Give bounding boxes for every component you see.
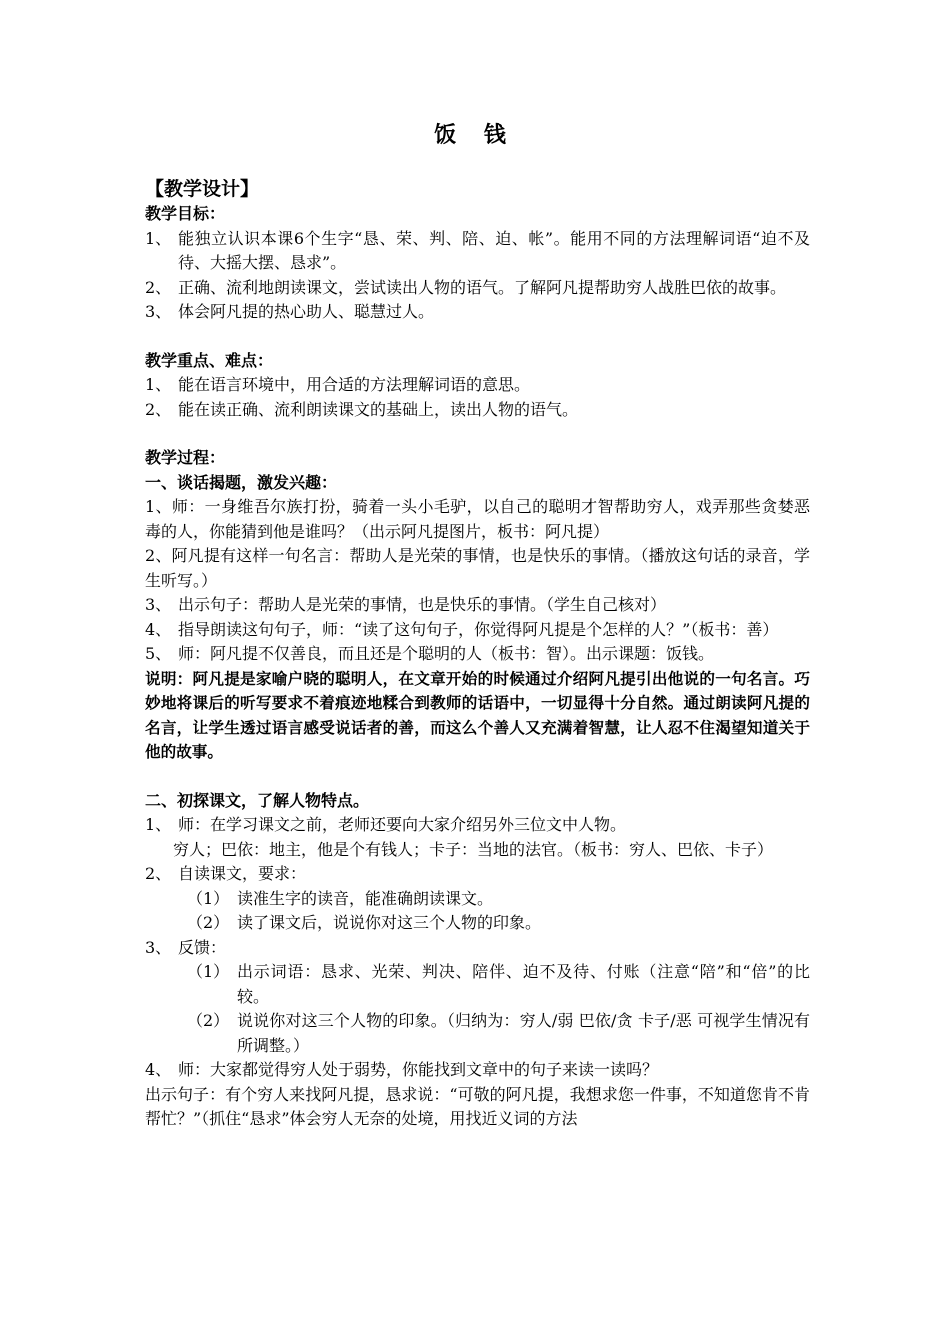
list-item	[145, 642, 810, 667]
list-item	[145, 813, 810, 838]
item-number: 3、	[145, 937, 172, 957]
sub-list-item	[145, 1009, 810, 1058]
paragraph: 1、师：一身维吾尔族打扮，骑着一头小毛驴，以自己的聪明才智帮助穷人，戏弄那些贪婪恶毒的人，你能猜到他是谁吗？（出示阿凡提图片，板书：阿凡提）	[145, 497, 810, 541]
paragraph: 2、阿凡提有这样一句名言：帮助人是光荣的事情，也是快乐的事情。（播放这句话的录音，学生听写。）	[145, 546, 810, 590]
list-item	[145, 276, 810, 301]
item-number: 3、	[145, 595, 172, 614]
list-item	[145, 300, 810, 325]
item-number: 2、	[145, 277, 172, 297]
item-text: 指导朗读这句句子，师：“读了这句句子，你觉得阿凡提是个怎样的人？”（板书：善）	[178, 619, 779, 639]
sub-item-number: （1）	[187, 888, 230, 908]
page-title: 饭 钱	[434, 123, 516, 148]
item-number: 4、	[145, 1060, 172, 1079]
goals-heading: 教学目标：	[145, 204, 226, 223]
sub-item-number: （2）	[187, 1011, 230, 1030]
item-number: 1、	[145, 375, 172, 394]
item-number: 2、	[145, 864, 172, 883]
list-item	[145, 618, 810, 643]
item-text: 师：阿凡提不仅善良，而且还是个聪明的人（板书：智）。出示课题：饭钱。	[178, 644, 715, 663]
sub-item-text: 读了课文后，说说你对这三个人物的印象。	[237, 913, 542, 932]
list-item	[145, 936, 810, 961]
item-text: 能在语言环境中，用合适的方法理解词语的意思。	[178, 375, 531, 394]
indented-paragraph: 穷人；巴依：地主，他是个有钱人；卡子：当地的法官。（板书：穷人、巴依、卡子）	[173, 839, 774, 859]
sub-item-number: （2）	[187, 913, 230, 932]
sub-item-number: （1）	[187, 962, 230, 981]
sub-list-item	[145, 887, 810, 912]
document-body	[145, 176, 810, 1132]
item-text: 师：大家都觉得穷人处于弱势，你能找到文章中的句子来读一读吗？	[178, 1060, 659, 1079]
item-number: 4、	[145, 619, 172, 639]
sub-item-text: 读准生字的读音，能准确朗读课文。	[237, 888, 494, 908]
item-number: 3、	[145, 302, 172, 321]
paragraph: 出示句子：有个穷人来找阿凡提，恳求说：“可敬的阿凡提，我想求您一件事，不知道您肯不肯帮忙？”（抓住“恳求”体会穷人无奈的处境，用找近义词的方法	[145, 1084, 810, 1128]
note-paragraph: 说明：阿凡提是家喻户晓的聪明人，在文章开始的时候通过介绍阿凡提引出他说的一句名言。巧妙地将课后的听写要求不着痕迹地糅合到教师的话语中，一切显得十分自然。通过朗读阿凡提的名言，让学生透过语言感受说话者的善，而这么个善人又充满着智慧，让人忍不住渴望知道关于他的故事。	[145, 669, 810, 761]
item-text: 出示句子：帮助人是光荣的事情，也是快乐的事情。（学生自己核对）	[178, 595, 667, 614]
sub-list-item	[145, 960, 810, 1009]
process-heading: 教学过程：	[145, 448, 226, 467]
list-item	[145, 593, 810, 618]
item-text: 体会阿凡提的热心助人、聪慧过人。	[178, 302, 435, 321]
item-number: 5、	[145, 644, 172, 663]
item-number: 1、	[145, 228, 172, 248]
item-text: 反馈：	[178, 937, 227, 957]
item-text: 能在读正确、流利朗读课文的基础上，读出人物的语气。	[178, 399, 579, 419]
part1-heading: 一、谈话揭题，激发兴趣：	[145, 472, 338, 492]
list-item	[145, 227, 810, 276]
list-item	[145, 398, 810, 423]
sub-list-item	[145, 911, 810, 936]
section-title: 【教学设计】	[145, 178, 260, 200]
list-item	[145, 373, 810, 398]
item-text: 能独立认识本课6个生字“恳、荣、判、陪、迫、帐”。能用不同的方法理解词语“迫不及待、大摇大摆、恳求”。	[178, 228, 810, 272]
item-text: 正确、流利地朗读课文，尝试读出人物的语气。了解阿凡提帮助穷人战胜巴依的故事。	[178, 277, 787, 297]
item-text: 师：在学习课文之前，老师还要向大家介绍另外三位文中人物。	[178, 815, 627, 834]
sub-item-text: 出示词语：恳求、光荣、判决、陪伴、迫不及待、付账（注意“陪”和“倍”的比较。	[237, 962, 810, 1006]
list-item	[145, 1058, 810, 1083]
part2-heading: 二、初探课文，了解人物特点。	[145, 790, 370, 810]
list-item	[145, 862, 810, 887]
item-number: 2、	[145, 399, 172, 419]
item-text: 自读课文，要求：	[178, 864, 307, 883]
sub-item-text: 说说你对这三个人物的印象。（归纳为：穷人/弱 巴依/贪 卡子/恶 可视学生情况有所调整。）	[237, 1011, 810, 1055]
key-points-heading: 教学重点、难点：	[145, 350, 274, 370]
item-number: 1、	[145, 815, 172, 834]
